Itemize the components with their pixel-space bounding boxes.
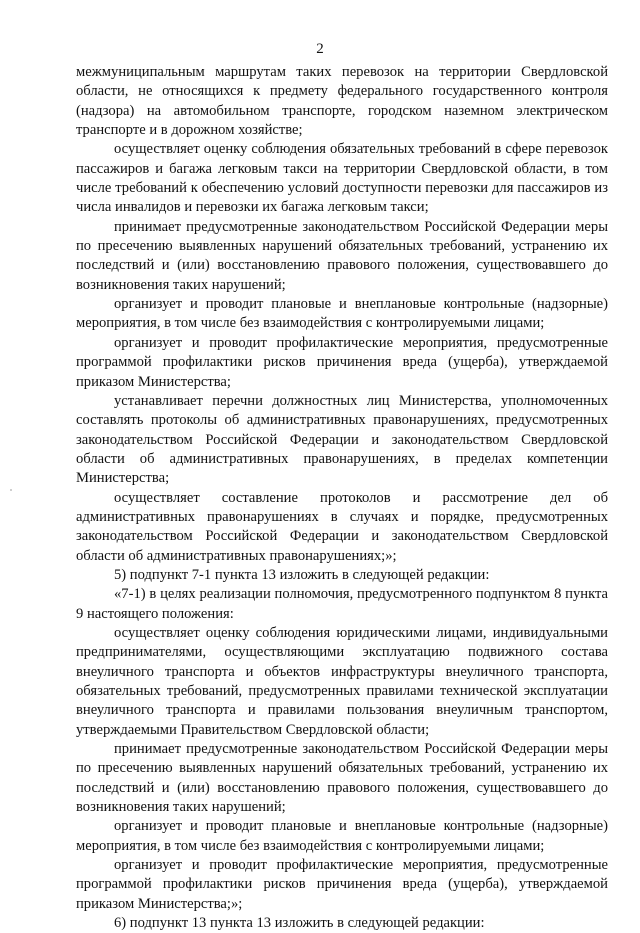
paragraph: организует и проводит профилактические мероприятия, предусмотренные программой профилактики рисков причинения вреда (ущерба), утверждаемой приказом Министерства; — [76, 334, 608, 390]
paragraph: принимает предусмотренные законодательством Российской Федерации меры по пресечению выявленных нарушений обязательных требований, устранению их последствий и (или) восстановлению правового положения, существовавшего до возникновения таких нарушений; — [76, 741, 608, 816]
document-body — [76, 63, 608, 933]
paragraph: организует и проводит плановые и внеплановые контрольные (надзорные) мероприятия, в том числе без взаимодействия с контролируемыми лицами; — [76, 818, 608, 854]
paragraph: осуществляет оценку соблюдения юридическими лицами, индивидуальными предпринимателями, осуществляющими эксплуатацию подвижного состава внеуличного транспорта и объектов инфраструктуры внеуличного транспорта, обязательных требований, предусмотренных правилами технической эксплуатации внеуличного транспорта и правилами пользования внеуличным транспортом, утверждаемыми Правительством Свердловской области; — [76, 624, 608, 738]
paragraph: осуществляет оценку соблюдения обязательных требований в сфере перевозок пассажиров и багажа легковым такси на территории Свердловской области, в том числе требований к обеспечению условий доступности перевозки для пассажиров из числа инвалидов и перевозки их багажа легковым такси; — [76, 141, 608, 216]
paragraph: организует и проводит профилактические мероприятия, предусмотренные программой профилактики рисков причинения вреда (ущерба), утверждаемой приказом Министерства;»; — [76, 857, 608, 912]
paragraph: принимает предусмотренные законодательством Российской Федерации меры по пресечению выявленных нарушений обязательных требований, устранению их последствий и (или) восстановлению правового положения, существовавшего до возникновения таких нарушений; — [76, 218, 608, 293]
paragraph: устанавливает перечни должностных лиц Министерства, уполномоченных составлять протоколы об административных правонарушениях, предусмотренных законодательством Российской Федерации и законодательством Свердловской области об административных правонарушениях, в пределах компетенции Министерства; — [76, 392, 608, 487]
paragraph: «7-1) в целях реализации полномочия, предусмотренного подпунктом 8 пункта 9 настоящего положения: — [76, 586, 608, 622]
paragraph: осуществляет составление протоколов и рассмотрение дел об административных правонарушениях в случаях и порядке, предусмотренных законодательством Российской Федерации и законодательством Свердловской области об административных правонарушениях;»; — [76, 489, 608, 564]
paragraph: межмуниципальным маршрутам таких перевозок на территории Свердловской области, не относящихся к предмету федерального государственного контроля (надзора) на автомобильном транспорте, городском наземном электрическом транспорте и в дорожном хозяйстве; — [76, 64, 608, 139]
paragraph: 6) подпункт 13 пункта 13 изложить в следующей редакции: — [114, 915, 485, 932]
paragraph: 5) подпункт 7-1 пункта 13 изложить в следующей редакции: — [114, 566, 490, 583]
scan-margin-mark — [10, 489, 12, 491]
page-number: 2 — [316, 41, 324, 57]
paragraph: организует и проводит плановые и внеплановые контрольные (надзорные) мероприятия, в том числе без взаимодействия с контролируемыми лицами; — [76, 296, 608, 332]
